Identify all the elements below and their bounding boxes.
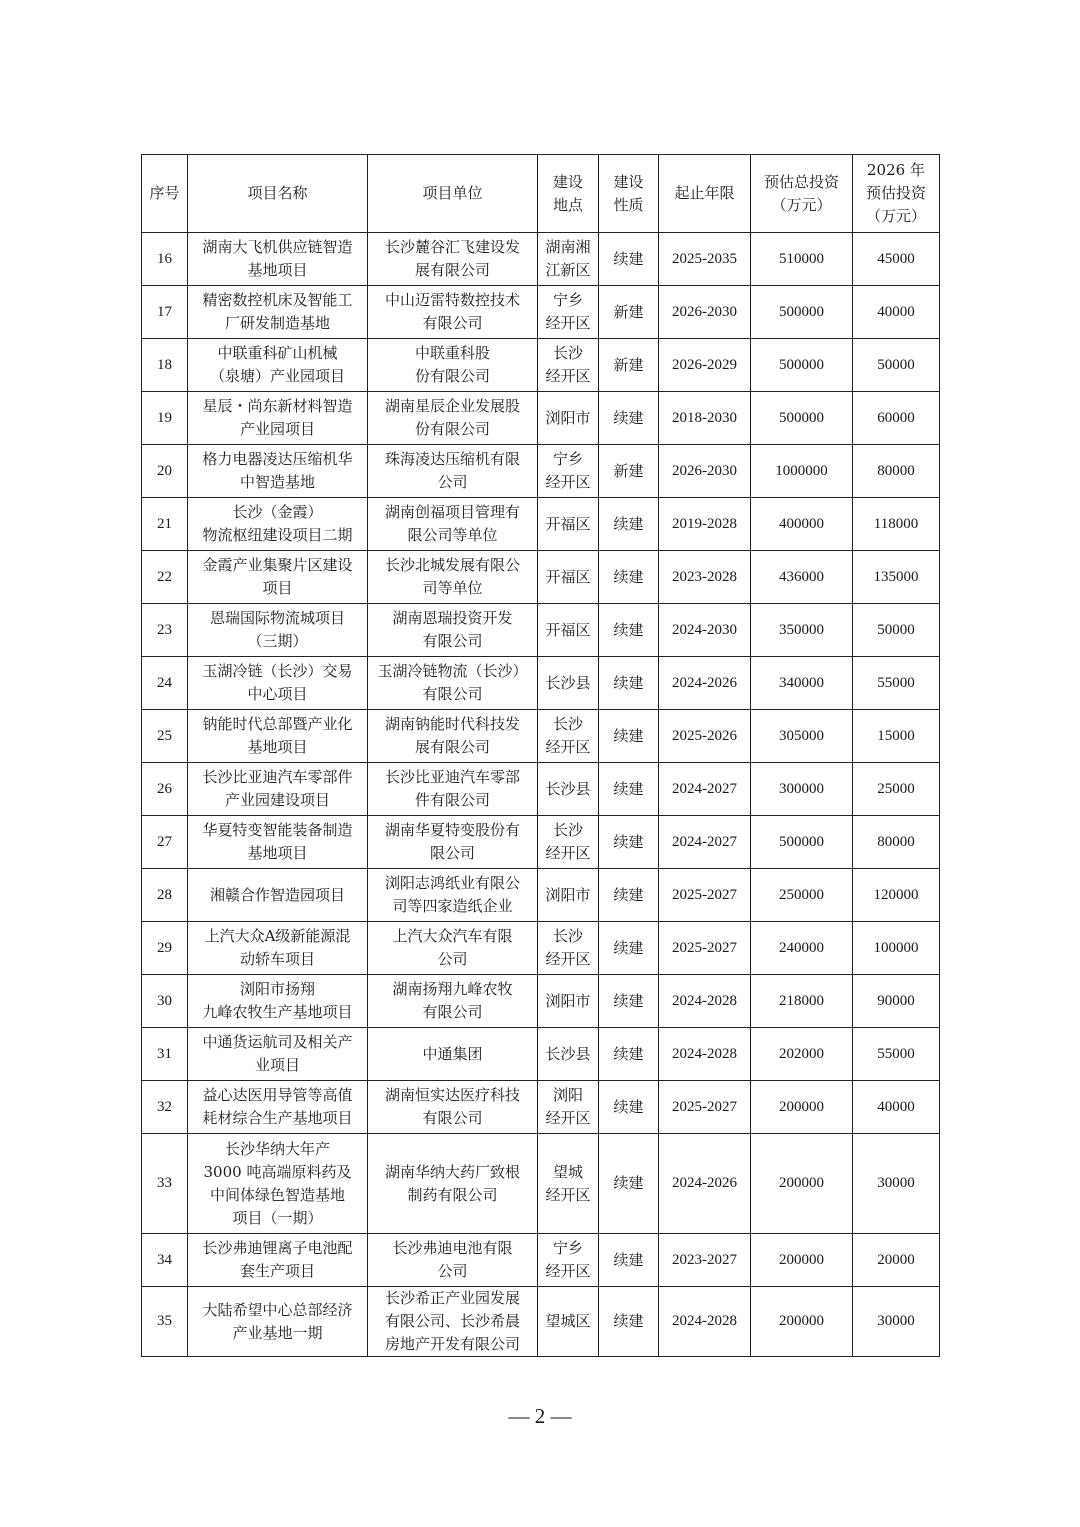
- cell-location: 浏阳市: [538, 975, 599, 1028]
- cell-2026-investment: 55000: [853, 1028, 940, 1081]
- cell-no: 35: [142, 1287, 188, 1357]
- cell-project-name: 星辰・尚东新材料智造 产业园项目: [188, 392, 368, 445]
- cell-period: 2024-2028: [659, 1287, 751, 1357]
- cell-total-investment: 202000: [751, 1028, 853, 1081]
- cell-project-unit: 湖南恒实达医疗科技 有限公司: [368, 1081, 538, 1134]
- cell-location: 浏阳市: [538, 392, 599, 445]
- cell-project-unit: 湖南扬翔九峰农牧 有限公司: [368, 975, 538, 1028]
- table-row: [142, 1081, 940, 1134]
- cell-project-name: 浏阳市扬翔 九峰农牧生产基地项目: [188, 975, 368, 1028]
- cell-period: 2024-2028: [659, 975, 751, 1028]
- cell-project-unit: 中联重科股 份有限公司: [368, 339, 538, 392]
- cell-no: 23: [142, 604, 188, 657]
- cell-period: 2024-2027: [659, 763, 751, 816]
- cell-period: 2024-2026: [659, 657, 751, 710]
- cell-period: 2026-2030: [659, 445, 751, 498]
- table-row: [142, 392, 940, 445]
- cell-period: 2026-2030: [659, 286, 751, 339]
- cell-period: 2026-2029: [659, 339, 751, 392]
- cell-project-name: 金霞产业集聚片区建设 项目: [188, 551, 368, 604]
- header-2026-investment: 2026 年 预估投资 （万元）: [853, 155, 940, 233]
- cell-2026-investment: 135000: [853, 551, 940, 604]
- cell-project-name: 精密数控机床及智能工 厂研发制造基地: [188, 286, 368, 339]
- cell-period: 2025-2027: [659, 922, 751, 975]
- cell-2026-investment: 50000: [853, 339, 940, 392]
- header-project-name: 项目名称: [188, 155, 368, 233]
- cell-nature: 续建: [599, 551, 659, 604]
- cell-location: 望城 经开区: [538, 1134, 599, 1234]
- cell-2026-investment: 55000: [853, 657, 940, 710]
- table-row: [142, 551, 940, 604]
- cell-project-unit: 长沙比亚迪汽车零部 件有限公司: [368, 763, 538, 816]
- cell-2026-investment: 50000: [853, 604, 940, 657]
- cell-location: 开福区: [538, 498, 599, 551]
- cell-location: 浏阳市: [538, 869, 599, 922]
- cell-2026-investment: 60000: [853, 392, 940, 445]
- cell-location: 长沙 经开区: [538, 816, 599, 869]
- cell-no: 17: [142, 286, 188, 339]
- cell-project-unit: 湖南恩瑞投资开发 有限公司: [368, 604, 538, 657]
- cell-project-unit: 浏阳志鸿纸业有限公 司等四家造纸企业: [368, 869, 538, 922]
- table-row: [142, 445, 940, 498]
- cell-project-unit: 长沙北城发展有限公 司等单位: [368, 551, 538, 604]
- cell-project-unit: 湖南华夏特变股份有 限公司: [368, 816, 538, 869]
- cell-location: 宁乡 经开区: [538, 286, 599, 339]
- cell-period: 2023-2028: [659, 551, 751, 604]
- cell-2026-investment: 80000: [853, 816, 940, 869]
- cell-project-name: 中联重科矿山机械 （泉塘）产业园项目: [188, 339, 368, 392]
- table-row: [142, 763, 940, 816]
- cell-project-unit: 上汽大众汽车有限 公司: [368, 922, 538, 975]
- cell-total-investment: 200000: [751, 1287, 853, 1357]
- cell-location: 宁乡 经开区: [538, 1234, 599, 1287]
- cell-total-investment: 340000: [751, 657, 853, 710]
- header-total-investment: 预估总投资 （万元）: [751, 155, 853, 233]
- table-row: [142, 1287, 940, 1357]
- cell-nature: 续建: [599, 869, 659, 922]
- cell-no: 34: [142, 1234, 188, 1287]
- cell-total-investment: 200000: [751, 1234, 853, 1287]
- cell-total-investment: 1000000: [751, 445, 853, 498]
- cell-project-unit: 长沙弗迪电池有限 公司: [368, 1234, 538, 1287]
- cell-no: 26: [142, 763, 188, 816]
- header-nature: 建设 性质: [599, 155, 659, 233]
- cell-total-investment: 500000: [751, 339, 853, 392]
- cell-2026-investment: 40000: [853, 286, 940, 339]
- cell-no: 19: [142, 392, 188, 445]
- cell-nature: 续建: [599, 816, 659, 869]
- cell-period: 2024-2026: [659, 1134, 751, 1234]
- cell-total-investment: 350000: [751, 604, 853, 657]
- cell-2026-investment: 100000: [853, 922, 940, 975]
- cell-period: 2024-2027: [659, 816, 751, 869]
- cell-project-name: 长沙弗迪锂离子电池配 套生产项目: [188, 1234, 368, 1287]
- cell-2026-investment: 15000: [853, 710, 940, 763]
- cell-2026-investment: 30000: [853, 1287, 940, 1357]
- header-project-unit: 项目单位: [368, 155, 538, 233]
- cell-nature: 续建: [599, 1134, 659, 1234]
- cell-no: 32: [142, 1081, 188, 1134]
- cell-period: 2025-2026: [659, 710, 751, 763]
- projects-table: [141, 154, 940, 1357]
- cell-project-name: 钠能时代总部暨产业化 基地项目: [188, 710, 368, 763]
- table-header-row: [142, 155, 940, 233]
- cell-project-unit: 长沙希正产业园发展 有限公司、长沙希晨 房地产开发有限公司: [368, 1287, 538, 1357]
- cell-nature: 续建: [599, 1081, 659, 1134]
- cell-location: 浏阳 经开区: [538, 1081, 599, 1134]
- cell-project-unit: 长沙麓谷汇飞建设发 展有限公司: [368, 233, 538, 286]
- cell-project-unit: 珠海凌达压缩机有限 公司: [368, 445, 538, 498]
- table-row: [142, 339, 940, 392]
- cell-2026-investment: 40000: [853, 1081, 940, 1134]
- cell-project-unit: 湖南钠能时代科技发 展有限公司: [368, 710, 538, 763]
- cell-project-name: 益心达医用导管等高值 耗材综合生产基地项目: [188, 1081, 368, 1134]
- cell-no: 22: [142, 551, 188, 604]
- cell-no: 18: [142, 339, 188, 392]
- cell-location: 望城区: [538, 1287, 599, 1357]
- cell-nature: 新建: [599, 286, 659, 339]
- cell-nature: 续建: [599, 1234, 659, 1287]
- cell-project-unit: 中山迈雷特数控技术 有限公司: [368, 286, 538, 339]
- cell-location: 湖南湘 江新区: [538, 233, 599, 286]
- table-row: [142, 1234, 940, 1287]
- cell-project-name: 大陆希望中心总部经济 产业基地一期: [188, 1287, 368, 1357]
- cell-2026-investment: 25000: [853, 763, 940, 816]
- cell-project-name: 上汽大众A级新能源混 动轿车项目: [188, 922, 368, 975]
- cell-project-name: 湖南大飞机供应链智造 基地项目: [188, 233, 368, 286]
- cell-period: 2024-2028: [659, 1028, 751, 1081]
- cell-period: 2019-2028: [659, 498, 751, 551]
- cell-2026-investment: 120000: [853, 869, 940, 922]
- cell-project-name: 中通货运航司及相关产 业项目: [188, 1028, 368, 1081]
- table-row: [142, 816, 940, 869]
- cell-project-name: 格力电器凌达压缩机华 中智造基地: [188, 445, 368, 498]
- cell-nature: 续建: [599, 604, 659, 657]
- cell-period: 2018-2030: [659, 392, 751, 445]
- cell-total-investment: 218000: [751, 975, 853, 1028]
- cell-nature: 续建: [599, 392, 659, 445]
- cell-location: 长沙县: [538, 763, 599, 816]
- table-row: [142, 975, 940, 1028]
- cell-project-unit: 中通集团: [368, 1028, 538, 1081]
- cell-total-investment: 500000: [751, 286, 853, 339]
- cell-2026-investment: 80000: [853, 445, 940, 498]
- cell-total-investment: 510000: [751, 233, 853, 286]
- header-period: 起止年限: [659, 155, 751, 233]
- cell-no: 27: [142, 816, 188, 869]
- cell-total-investment: 436000: [751, 551, 853, 604]
- cell-period: 2023-2027: [659, 1234, 751, 1287]
- header-no: 序号: [142, 155, 188, 233]
- cell-location: 长沙 经开区: [538, 710, 599, 763]
- cell-total-investment: 500000: [751, 816, 853, 869]
- cell-no: 16: [142, 233, 188, 286]
- cell-total-investment: 400000: [751, 498, 853, 551]
- cell-nature: 新建: [599, 339, 659, 392]
- cell-total-investment: 200000: [751, 1081, 853, 1134]
- cell-no: 21: [142, 498, 188, 551]
- cell-location: 开福区: [538, 551, 599, 604]
- table-row: [142, 657, 940, 710]
- cell-location: 长沙 经开区: [538, 339, 599, 392]
- table-row: [142, 869, 940, 922]
- header-location: 建设 地点: [538, 155, 599, 233]
- cell-nature: 续建: [599, 657, 659, 710]
- cell-2026-investment: 30000: [853, 1134, 940, 1234]
- cell-nature: 续建: [599, 233, 659, 286]
- cell-nature: 续建: [599, 498, 659, 551]
- cell-nature: 续建: [599, 710, 659, 763]
- cell-project-name: 华夏特变智能装备制造 基地项目: [188, 816, 368, 869]
- table-row: [142, 498, 940, 551]
- cell-nature: 新建: [599, 445, 659, 498]
- cell-period: 2024-2030: [659, 604, 751, 657]
- cell-location: 长沙县: [538, 1028, 599, 1081]
- cell-project-unit: 湖南创福项目管理有 限公司等单位: [368, 498, 538, 551]
- cell-no: 28: [142, 869, 188, 922]
- table-row: [142, 604, 940, 657]
- cell-2026-investment: 118000: [853, 498, 940, 551]
- cell-location: 长沙 经开区: [538, 922, 599, 975]
- table-body: [142, 233, 940, 1357]
- cell-total-investment: 240000: [751, 922, 853, 975]
- page-number: — 2 —: [508, 1404, 572, 1428]
- cell-2026-investment: 90000: [853, 975, 940, 1028]
- cell-project-name: 恩瑞国际物流城项目 （三期）: [188, 604, 368, 657]
- table-row: [142, 233, 940, 286]
- cell-no: 31: [142, 1028, 188, 1081]
- cell-2026-investment: 45000: [853, 233, 940, 286]
- cell-total-investment: 305000: [751, 710, 853, 763]
- cell-project-name: 长沙比亚迪汽车零部件 产业园建设项目: [188, 763, 368, 816]
- cell-period: 2025-2035: [659, 233, 751, 286]
- table-row: [142, 1028, 940, 1081]
- cell-no: 25: [142, 710, 188, 763]
- cell-project-name: 长沙（金霞） 物流枢纽建设项目二期: [188, 498, 368, 551]
- table-row: [142, 1134, 940, 1234]
- cell-no: 33: [142, 1134, 188, 1234]
- cell-nature: 续建: [599, 1287, 659, 1357]
- cell-total-investment: 200000: [751, 1134, 853, 1234]
- cell-location: 长沙县: [538, 657, 599, 710]
- cell-project-unit: 湖南华纳大药厂致根 制药有限公司: [368, 1134, 538, 1234]
- cell-nature: 续建: [599, 1028, 659, 1081]
- cell-nature: 续建: [599, 763, 659, 816]
- cell-nature: 续建: [599, 975, 659, 1028]
- cell-project-name: 玉湖冷链（长沙）交易 中心项目: [188, 657, 368, 710]
- cell-2026-investment: 20000: [853, 1234, 940, 1287]
- cell-total-investment: 300000: [751, 763, 853, 816]
- table-row: [142, 710, 940, 763]
- cell-project-name: 湘赣合作智造园项目: [188, 869, 368, 922]
- cell-project-unit: 玉湖冷链物流（长沙） 有限公司: [368, 657, 538, 710]
- cell-period: 2025-2027: [659, 1081, 751, 1134]
- cell-total-investment: 250000: [751, 869, 853, 922]
- cell-project-unit: 湖南星辰企业发展股 份有限公司: [368, 392, 538, 445]
- cell-location: 开福区: [538, 604, 599, 657]
- cell-location: 宁乡 经开区: [538, 445, 599, 498]
- cell-no: 30: [142, 975, 188, 1028]
- table-row: [142, 286, 940, 339]
- cell-total-investment: 500000: [751, 392, 853, 445]
- cell-no: 24: [142, 657, 188, 710]
- table-row: [142, 922, 940, 975]
- cell-project-name: 长沙华纳大年产 3000 吨高端原料药及 中间体绿色智造基地 项目（一期）: [188, 1134, 368, 1234]
- cell-no: 29: [142, 922, 188, 975]
- cell-nature: 续建: [599, 922, 659, 975]
- cell-no: 20: [142, 445, 188, 498]
- cell-period: 2025-2027: [659, 869, 751, 922]
